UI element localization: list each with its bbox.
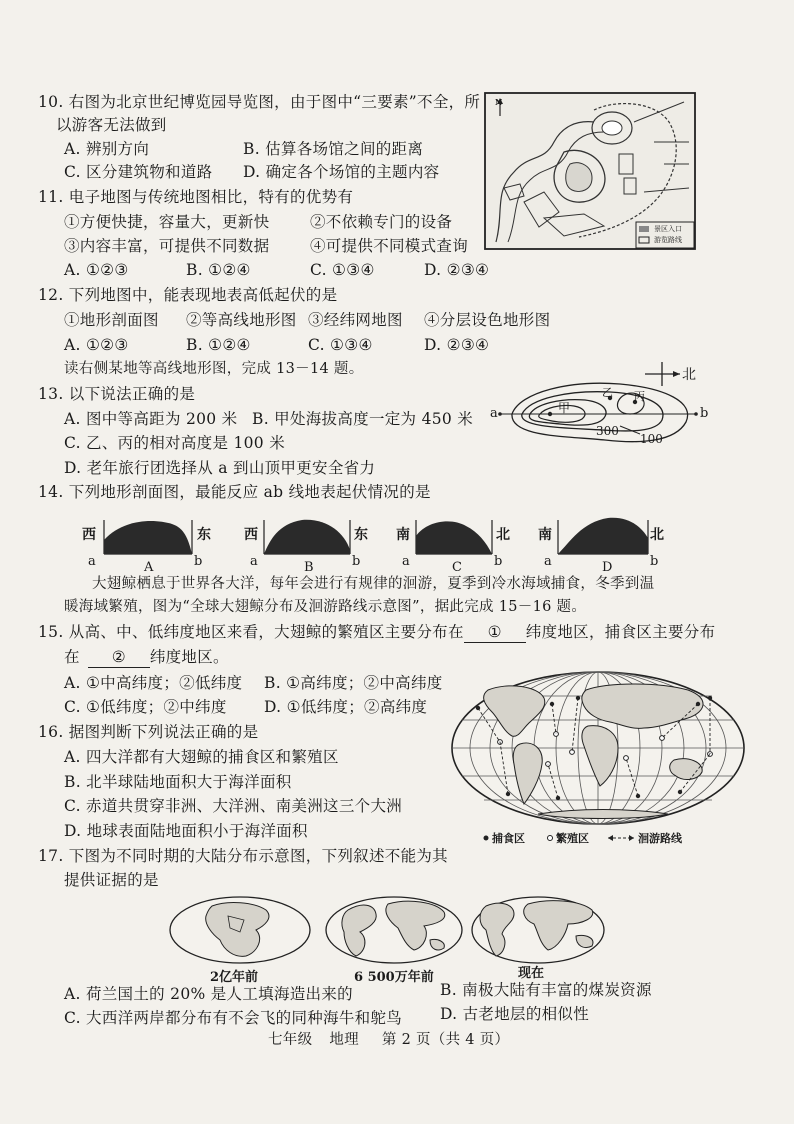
q12-stem: 12. 下列地图中，能表现地表高低起伏的是 bbox=[38, 286, 338, 304]
profile-c bbox=[416, 520, 492, 554]
footer-grade: 七年级 bbox=[268, 1032, 313, 1048]
drift-200-million bbox=[170, 897, 310, 963]
q13-option-d: D. 老年旅行团选择从 a 到山顶甲更安全省力 bbox=[64, 459, 376, 477]
q10-option-b: B. 估算各场馆之间的距离 bbox=[243, 140, 424, 158]
q16-option-c: C. 赤道共贯穿非洲、大洋洲、南美洲这三个大洲 bbox=[64, 797, 403, 815]
profile-a bbox=[104, 520, 192, 554]
q16-option-b: B. 北半球陆地面积大于海洋面积 bbox=[64, 773, 292, 791]
contour-point-a: a bbox=[490, 406, 498, 421]
contour-north-label: 北 bbox=[682, 367, 696, 383]
q16-option-a: A. 四大洋都有大翅鲸的捕食区和繁殖区 bbox=[64, 748, 339, 766]
world-map-legend-feeding: 捕食区 bbox=[492, 832, 525, 845]
q13-option-c: C. 乙、丙的相对高度是 100 米 bbox=[64, 434, 286, 452]
profile-a-point-b: b bbox=[194, 554, 203, 569]
q13-option-b: B. 甲处海拔高度一定为 450 米 bbox=[252, 410, 474, 428]
world-map-legend-route: 洄游路线 bbox=[638, 832, 682, 845]
profile-a-point-a: a bbox=[88, 554, 96, 569]
park-map-north-label: N bbox=[495, 97, 503, 107]
page-footer bbox=[268, 1030, 509, 1050]
profile-diagrams bbox=[82, 514, 662, 576]
q17-option-b: B. 南极大陆有丰富的煤炭资源 bbox=[440, 981, 652, 999]
q17-option-a: A. 荷兰国土的 20% 是人工填海造出来的 bbox=[64, 985, 353, 1003]
profile-b-right-dir: 东 bbox=[354, 527, 368, 543]
q11-statement-1: ①方便快捷，容量大，更新快 bbox=[64, 213, 270, 231]
q12-statement-1: ①地形剖面图 bbox=[64, 311, 159, 329]
park-guide-map bbox=[484, 92, 696, 250]
profile-d-right-dir: 北 bbox=[650, 527, 664, 543]
contour-label-bing: 丙 bbox=[634, 390, 645, 403]
q16-stem: 16. 据图判断下列说法正确的是 bbox=[38, 723, 259, 741]
q12-statement-2: ②等高线地形图 bbox=[186, 311, 297, 329]
q15-line2-post: 纬度地区。 bbox=[149, 648, 229, 666]
contour-map bbox=[490, 362, 710, 462]
passage-line2: 暖海域繁殖，图为“全球大翅鲸分布及洄游路线示意图”，据此完成 15－16 题。 bbox=[64, 599, 587, 615]
q10-option-a: A. 辨别方向 bbox=[64, 140, 150, 158]
q13-stem: 13. 以下说法正确的是 bbox=[38, 385, 196, 403]
q11-option-c: C. ①③④ bbox=[310, 261, 375, 279]
q10-stem-line2: 以游客无法做到 bbox=[56, 116, 167, 134]
profile-drawings bbox=[82, 514, 662, 576]
profile-a-option: A bbox=[144, 560, 154, 575]
q14-stem: 14. 下列地形剖面图，最能反应 ab 线地表起伏情况的是 bbox=[38, 483, 431, 501]
profile-c-point-b: b bbox=[494, 554, 503, 569]
drift-caption-present: 现在 bbox=[518, 966, 545, 981]
q12-statement-4: ④分层设色地形图 bbox=[424, 311, 551, 329]
drift-caption-200m: 2亿年前 bbox=[210, 970, 259, 985]
drift-65-million bbox=[326, 897, 462, 963]
q17-option-d: D. 古老地层的相似性 bbox=[440, 1005, 590, 1023]
q12-option-d: D. ②③④ bbox=[424, 336, 490, 354]
q17-stem-line1: 17. 下图为不同时期的大陆分布示意图，下列叙述不能为其 bbox=[38, 847, 448, 865]
q15-blank-1: ① bbox=[464, 622, 526, 643]
q12-statement-3: ③经纬网地图 bbox=[308, 311, 403, 329]
drift-drawings bbox=[168, 894, 648, 966]
q13-option-a: A. 图中等高距为 200 米 bbox=[64, 410, 238, 428]
q11-stem: 11. 电子地图与传统地图相比，特有的优势有 bbox=[38, 188, 354, 206]
profile-c-point-a: a bbox=[402, 554, 410, 569]
q15-stem-line2 bbox=[64, 647, 229, 668]
passage-line1: 大翅鲸栖息于世界各大洋，每年会进行有规律的洄游，夏季到冷水海域捕食，冬季到温 bbox=[92, 576, 655, 592]
profile-d-point-b: b bbox=[650, 554, 659, 569]
q11-option-a: A. ①②③ bbox=[64, 261, 129, 279]
continental-drift-figures bbox=[168, 894, 648, 984]
drift-present bbox=[472, 897, 604, 963]
q15-option-a: A. ①中高纬度；②低纬度 bbox=[64, 674, 243, 692]
profile-b-point-a: a bbox=[250, 554, 258, 569]
q10-stem-line1: 10. 右图为北京世纪博览园导览图，由于图中“三要素”不全，所 bbox=[38, 93, 481, 111]
profile-b bbox=[264, 520, 350, 554]
profile-c-option: C bbox=[452, 560, 462, 575]
q13-14-intro: 读右侧某地等高线地形图，完成 13－14 题。 bbox=[64, 361, 364, 377]
q17-stem-line2: 提供证据的是 bbox=[64, 871, 159, 889]
profile-a-right-dir: 东 bbox=[197, 527, 211, 543]
profile-b-left-dir: 西 bbox=[244, 527, 258, 543]
q15-option-d: D. ①低纬度；②高纬度 bbox=[264, 698, 428, 716]
q12-option-b: B. ①②④ bbox=[186, 336, 251, 354]
park-map-legend-route: 游览路线 bbox=[654, 236, 682, 244]
q15-option-c: C. ①低纬度；②中纬度 bbox=[64, 698, 227, 716]
q11-statement-4: ④可提供不同模式查询 bbox=[310, 237, 469, 255]
park-map-legend-entrance: 景区入口 bbox=[654, 225, 682, 233]
profile-d bbox=[558, 518, 648, 554]
contour-label-jia: 甲 bbox=[558, 401, 571, 415]
whale-world-map bbox=[448, 668, 750, 848]
profile-b-point-b: b bbox=[352, 554, 361, 569]
q15-option-b: B. ①高纬度；②中高纬度 bbox=[264, 674, 443, 692]
q17-option-c: C. 大西洋两岸都分布有不会飞的同种海牛和鸵鸟 bbox=[64, 1009, 403, 1027]
q15-line2-pre: 在 bbox=[64, 648, 80, 666]
q15-line1-pre: 15. 从高、中、低纬度地区来看，大翅鲸的繁殖区主要分布在 bbox=[38, 623, 464, 641]
footer-subject: 地理 bbox=[329, 1032, 359, 1048]
profile-a-left-dir: 西 bbox=[82, 527, 96, 543]
q15-blank-2: ② bbox=[88, 647, 150, 668]
q12-option-c: C. ①③④ bbox=[308, 336, 373, 354]
q10-option-c: C. 区分建筑物和道路 bbox=[64, 163, 213, 181]
contour-label-300: 300 bbox=[596, 424, 619, 438]
q15-line1-post: 纬度地区，捕食区主要分布 bbox=[525, 623, 716, 641]
q11-option-d: D. ②③④ bbox=[424, 261, 490, 279]
profile-c-right-dir: 北 bbox=[496, 527, 510, 543]
profile-c-left-dir: 南 bbox=[396, 527, 410, 543]
profile-b-option: B bbox=[304, 560, 314, 575]
world-map-drawing bbox=[448, 668, 750, 848]
contour-label-yi: 乙 bbox=[602, 386, 613, 399]
q11-statement-3: ③内容丰富，可提供不同数据 bbox=[64, 237, 270, 255]
q10-option-d: D. 确定各个场馆的主题内容 bbox=[243, 163, 440, 181]
contour-point-b: b bbox=[700, 406, 709, 421]
q11-statement-2: ②不依赖专门的设备 bbox=[310, 213, 453, 231]
world-map-legend-breeding: 繁殖区 bbox=[556, 832, 589, 845]
q16-option-d: D. 地球表面陆地面积小于海洋面积 bbox=[64, 822, 308, 840]
profile-d-point-a: a bbox=[544, 554, 552, 569]
q11-option-b: B. ①②④ bbox=[186, 261, 251, 279]
contour-label-100: 100 bbox=[640, 432, 663, 446]
profile-d-option: D bbox=[602, 560, 613, 575]
drift-caption-65m: 6 500万年前 bbox=[354, 970, 434, 985]
profile-d-left-dir: 南 bbox=[538, 527, 552, 543]
footer-page-number: 第 2 页（共 4 页） bbox=[381, 1032, 510, 1048]
contour-map-drawing bbox=[490, 362, 710, 462]
q12-option-a: A. ①②③ bbox=[64, 336, 129, 354]
q15-stem-line1 bbox=[38, 622, 715, 643]
